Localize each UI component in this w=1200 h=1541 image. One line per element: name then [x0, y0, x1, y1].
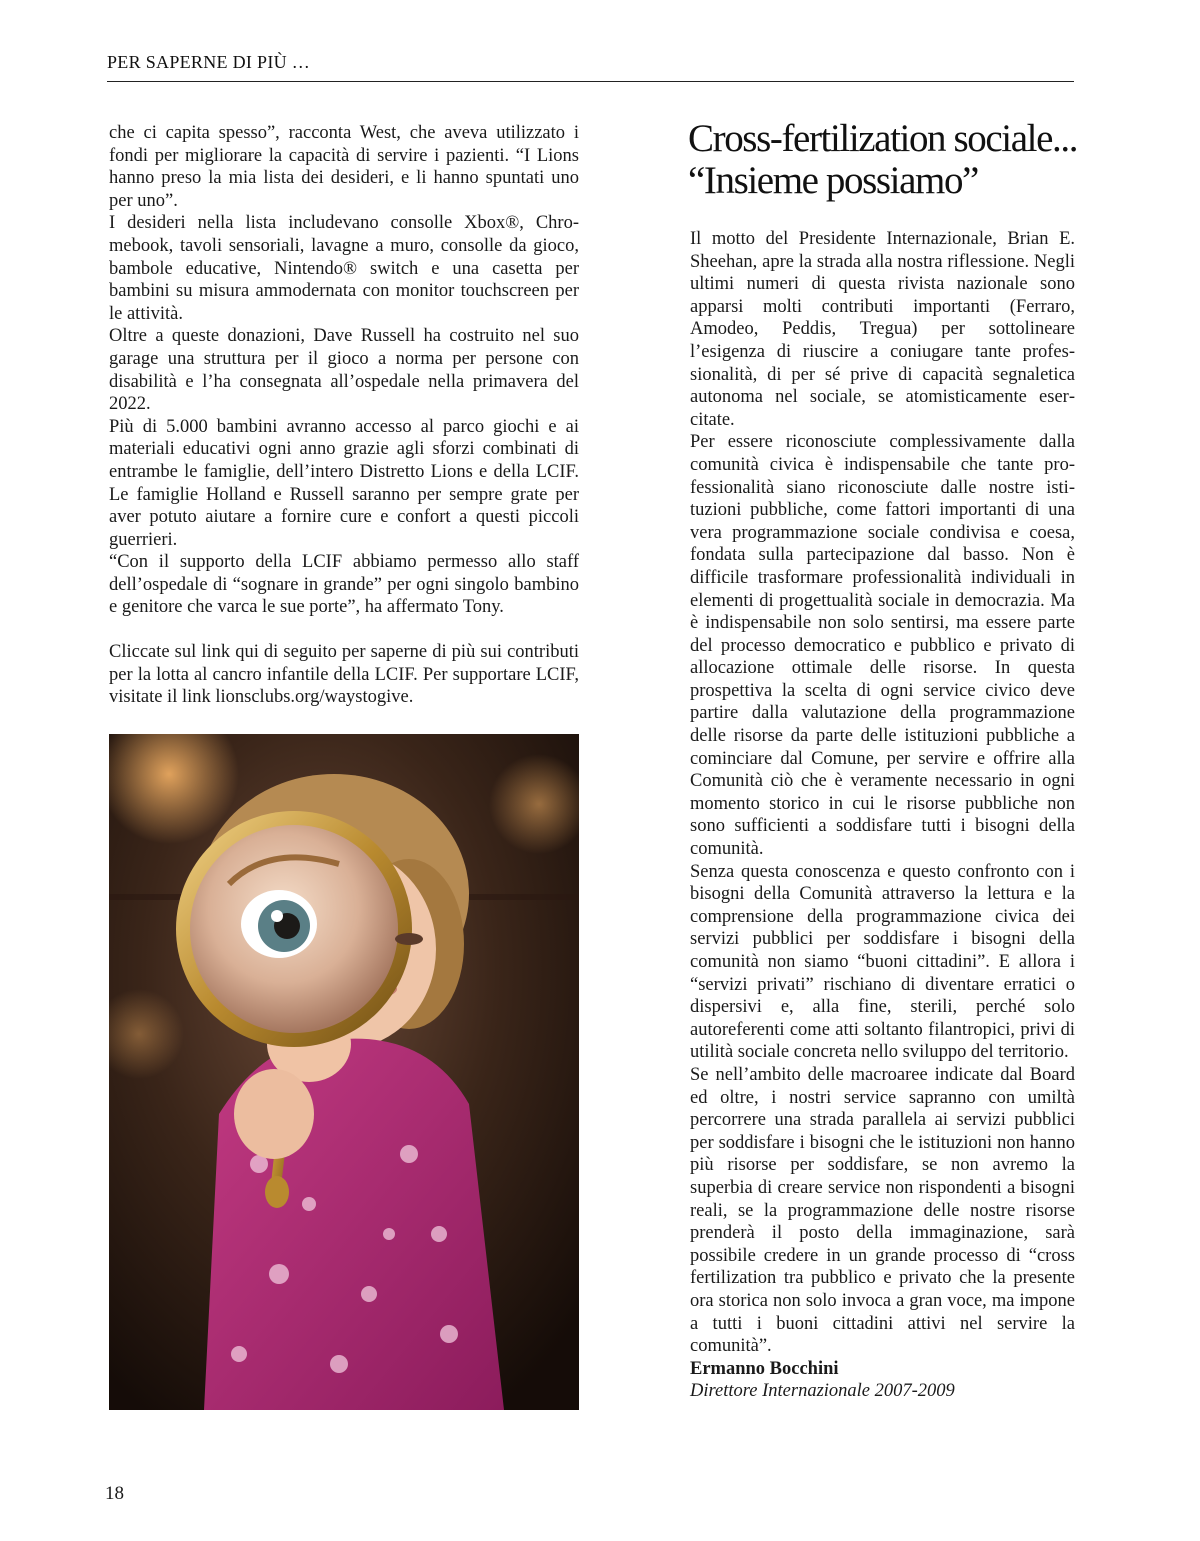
left-paragraph-3: Oltre a queste donazioni, Dave Russell ha costruito nel suo garage una struttura per il gioco a norma per persone con disabilità e l’ha consegnata all’ospedale nella primavera del 2022. [109, 326, 579, 415]
article-title-line-1: Cross-fertilization sociale... [688, 117, 1078, 160]
left-paragraph-4: Più di 5.000 bambini avranno accesso al parco giochi e ai materiali educativi ogni anno grazie agli sforzi combinati di entrambe le famiglie, dell’intero Distretto Lions e della LCIF. Le famiglie Holland e Russell saranno per sempre grate per aver potuto aiutare a fornire cure e confort a questi piccoli guerrieri. [109, 416, 579, 550]
article-paragraph-4: Se nell’ambito delle macroaree indicate dal Board ed oltre, i nostri service sapranno con umiltà percorrere una strada parallela ai servizi pubblici per soddisfare i bisogni che le istituzioni non hanno più risorse per soddisfare, se non avremo la superbia di creare service non rispondenti a bisogni reali, se la programmazione delle nostre risorse prenderà il posto della immaginazione, sarà possibile credere in un grande processo di “cross fertilization tra pubblico e privato che la presente ora storica non solo invoca a gran voce, ma impone a tutti i buoni cittadini attivi nel servire la comunità”. [690, 1064, 1075, 1357]
left-paragraph-link: Cliccate sul link qui di seguito per saperne di più sui contributi per la lotta al cancro infantile della LCIF. Per supportare LCIF, visitate il link lionsclubs.org/waystogive. [109, 642, 579, 708]
header-divider [107, 81, 1074, 82]
article-paragraph-3: Senza questa conoscenza e questo confronto con i bisogni della Comunità attraverso la lettura e la comprensione della programmazione civica dei servizi pubblici per soddisfare i bisogni della comunità non siamo “buoni cittadini”. E allora i “servizi privati” rischiano di diventare erratici o dispersivi e, alla fine, sterili, perché solo autoreferenti come atti soltanto filantropici, privi di utilità sociale concreta nello sviluppo del territorio. [690, 861, 1075, 1063]
left-paragraph-2: I desideri nella lista includevano consolle Xbox®, Chromebook, tavoli sensoriali, lavagne a muro, consolle da gioco, bambole educative, Nintendo® switch e una casetta per bambini su misura ammodernata con monitor touchscreen per le attività. [109, 213, 579, 324]
left-column [109, 122, 579, 709]
left-paragraph-5: “Con il supporto della LCIF abbiamo permesso allo staff dell’ospedale di “sognare in grande” per ogni singolo bambino e genitore che varca le sue porte”, ha affermato Tony. [109, 552, 579, 618]
article-paragraph-1: Il motto del Presidente Internazionale, Brian E. Sheehan, apre la strada alla nostra riflessione. Negli ultimi numeri di questa rivista nazionale sono apparsi molti contributi importanti (Ferraro, Amodeo, Peddis, Tregua) per sottolineare l’esigenza di riuscire a coniugare tante professionalità, di per sé prive di capacità segnaletica autonoma nel sociale, se atomisticamente esercitate. [690, 229, 1075, 430]
article-title-line-2: “Insieme possiamo” [688, 159, 978, 202]
running-header: PER SAPERNE DI PIÙ … [107, 52, 311, 72]
photo-girl-magnifying-glass [109, 734, 579, 1410]
right-column-article [688, 117, 1078, 1403]
page-number: 18 [105, 1483, 124, 1504]
article-title [688, 117, 1078, 202]
author-role: Direttore Internazionale 2007-2009 [690, 1381, 955, 1402]
left-paragraph-1: che ci capita spesso”, racconta West, che aveva utilizzato i fondi per migliorare la capacità di servire i pazienti. “I Lions hanno preso la mia lista dei desideri, e li hanno spuntati uno per uno”. [109, 123, 579, 211]
author-name: Ermanno Bocchini [690, 1358, 839, 1379]
article-paragraph-2: Per essere riconosciute complessivamente dalla comunità civica è indispensabile che tante professionalità siano riconosciute dalle nostre istituzioni pubbliche, come fattori importanti di una vera programmazione sociale condivisa e coesa, fondata sulla partecipazione dal basso. Non è difficile trasformare professionalità individuali in elementi di progettualità sociale in democrazia. Ma è indispensabile non solo sentirsi, ma essere parte del processo democratico e pubblico e privato di allocazione ottimale delle risorse. In questa prospettiva la scelta di ogni service civico deve partire dalla valutazione della programmazione delle risorse da parte delle istituzioni pubbliche a cominciare dal Comune, per servire e offrire alla Comunità ciò che è veramente necessario in ogni momento storico in cui le risorse pubbliche non sono sufficienti a soddisfare tutti i bisogni della comunità. [690, 432, 1075, 860]
